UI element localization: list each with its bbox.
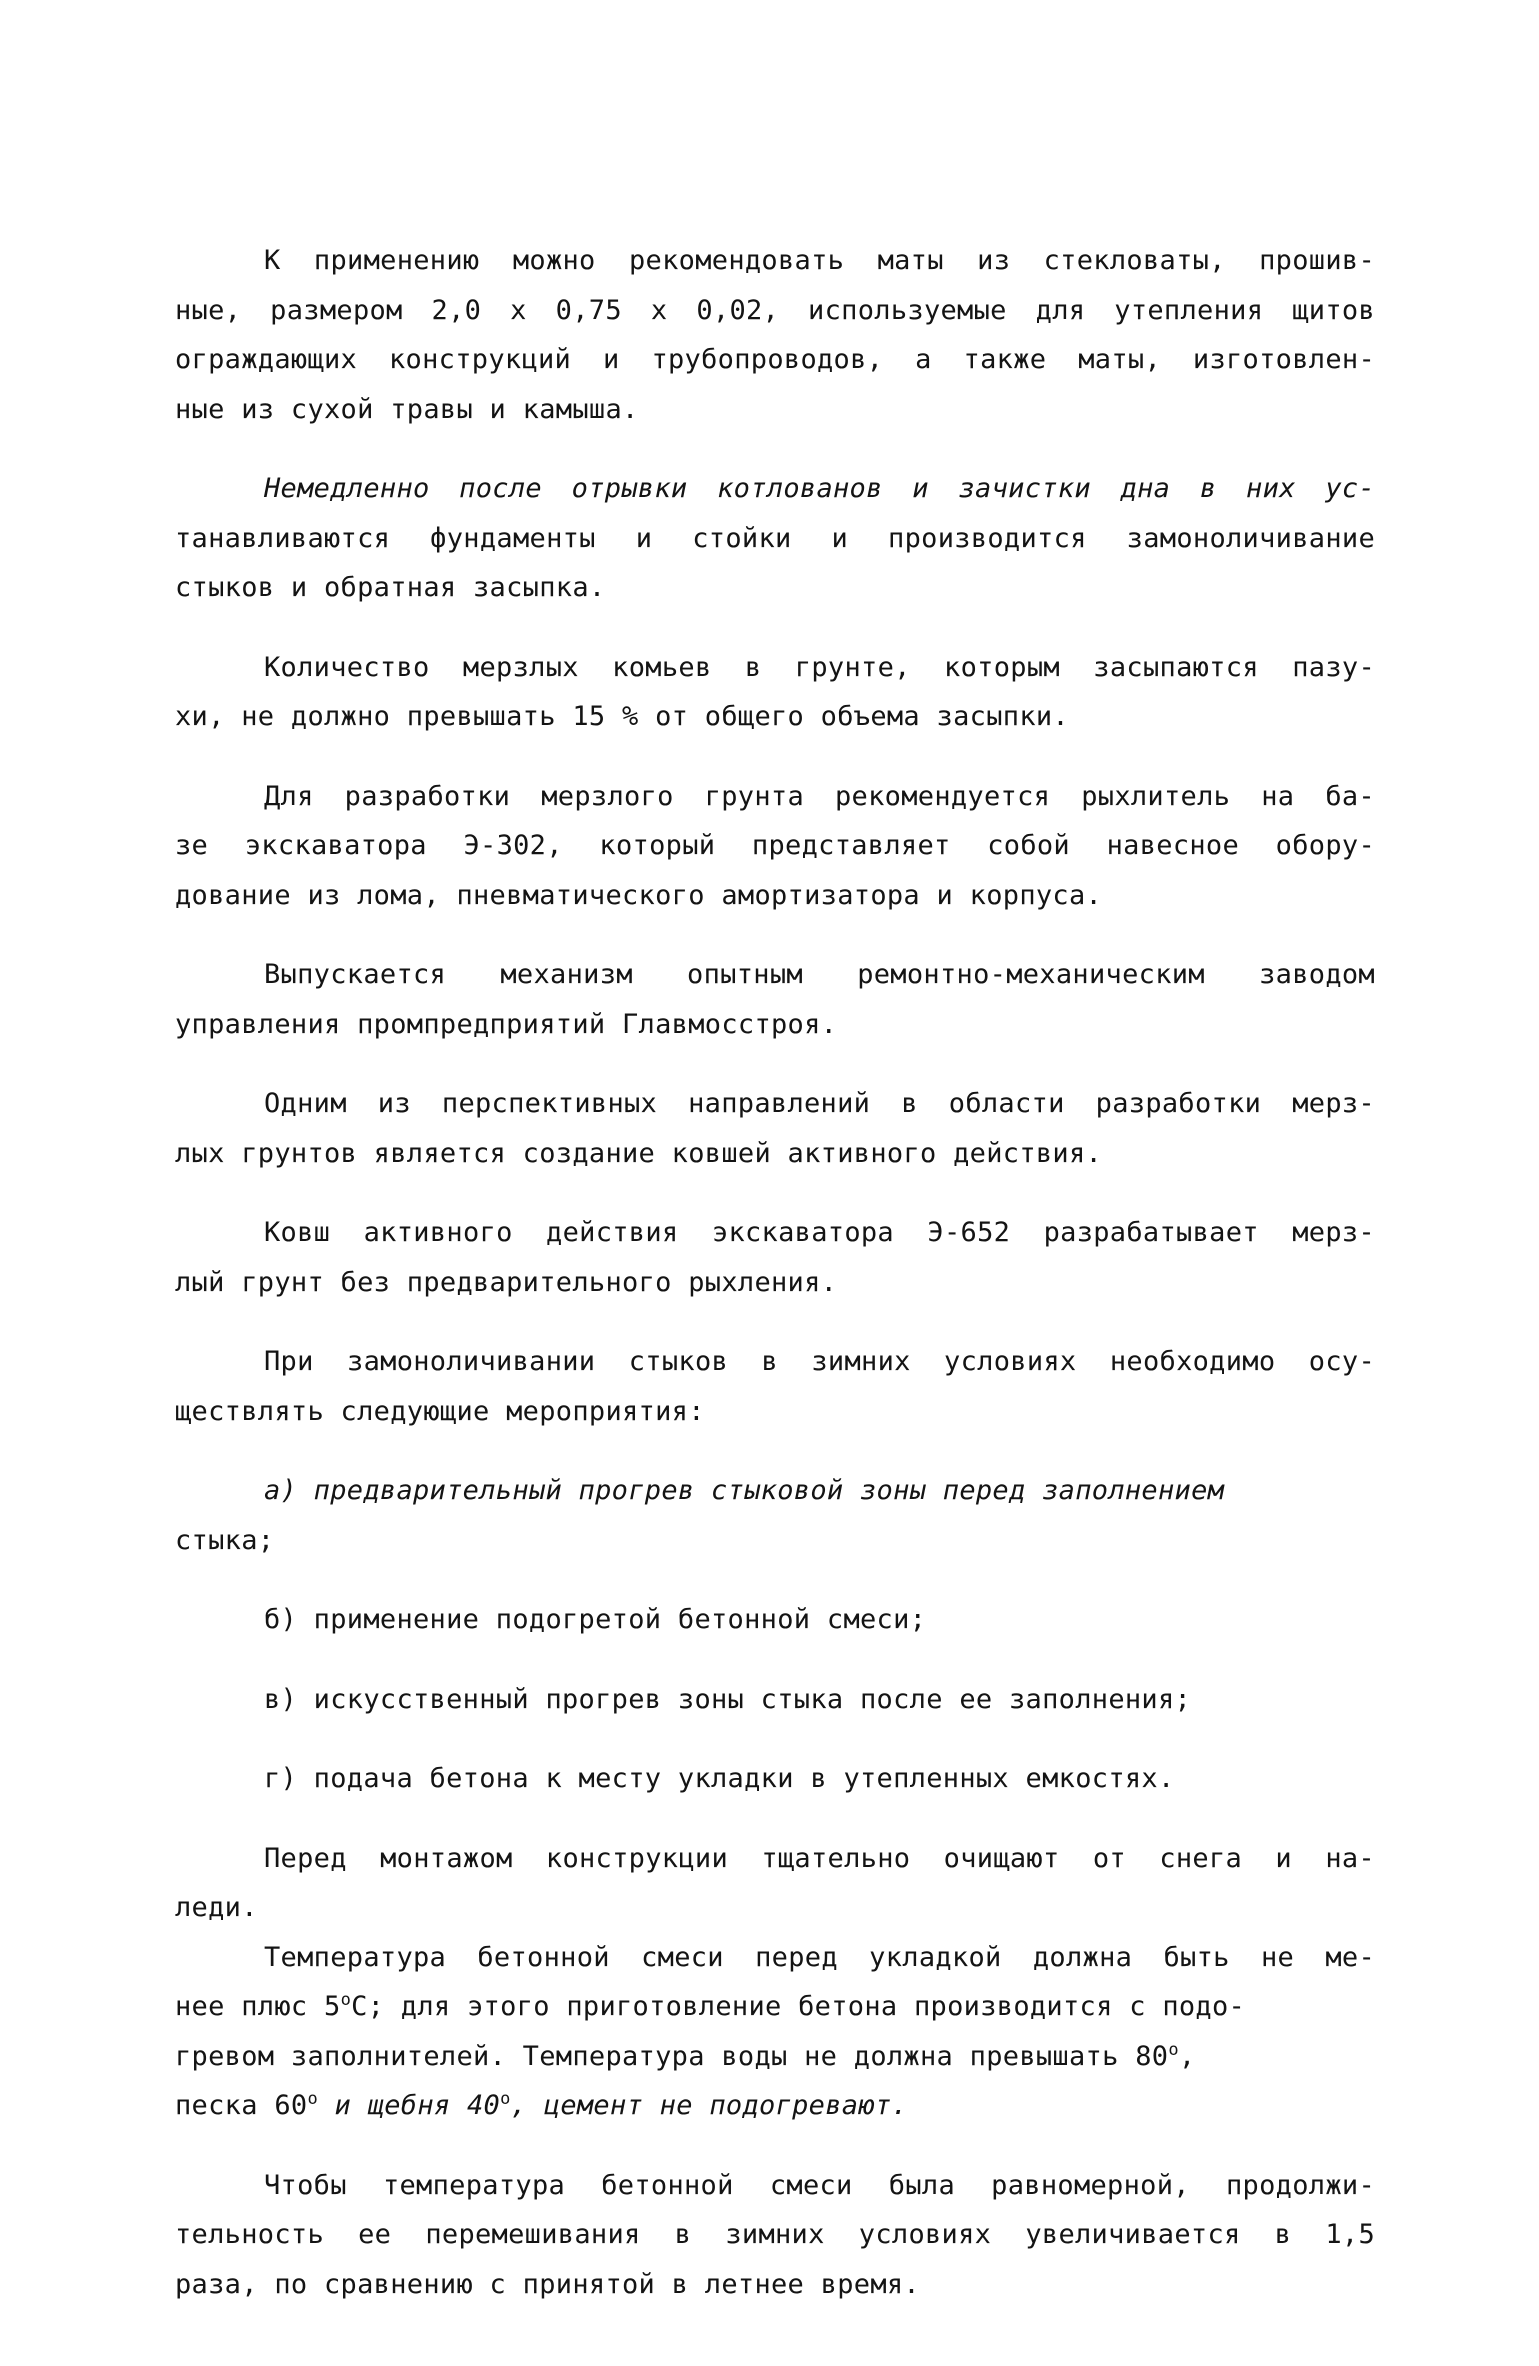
degree-mark: о	[307, 2089, 318, 2109]
text-line: Температура бетонной смеси перед укладкой должна быть не ме-	[264, 1941, 1375, 1973]
text-line: Выпускается механизм опытным ремонтно-механическим заводом	[264, 959, 1375, 990]
text-line	[175, 1466, 1375, 1516]
text-line: лый грунт без предварительного рыхления.	[175, 1266, 838, 1298]
text-line: раза, по сравнению с принятой в летнее время.	[175, 2268, 920, 2300]
degree-mark: о	[500, 2089, 511, 2109]
italic-text: , цемент не подогревают.	[510, 2090, 908, 2121]
text-segment: С; для этого приготовление бетона производится с подо-	[351, 1991, 1246, 2022]
text-line	[175, 2081, 1375, 2131]
paragraph	[175, 950, 1375, 1049]
paragraph	[175, 2161, 1375, 2310]
text-line: леди.	[175, 1892, 258, 1923]
list-item	[175, 1754, 1375, 1804]
text-segment: гревом заполнителей. Температура воды не должна превышать 80	[175, 2040, 1169, 2072]
text-line: г) подача бетона к месту укладки в утепленных емкостях.	[264, 1763, 1175, 1794]
paragraph	[175, 1933, 1375, 2131]
text-line: дование из ломa, пневматического амортизатора и корпуса.	[175, 879, 1103, 911]
paragraph	[175, 464, 1375, 613]
text-line: Ковш активного действия экскаватора Э-652 разрабатывает мерз-	[264, 1217, 1375, 1248]
text-line: хи, не должно превышать 15 % от общего объема засыпки.	[175, 701, 1069, 732]
text-line: Чтобы температура бетонной смеси была равномерной, продолжи-	[264, 2169, 1375, 2201]
text-line: стыка;	[175, 1524, 275, 1556]
text-line	[175, 2032, 1375, 2082]
document-body	[175, 236, 1375, 2309]
text-line	[175, 1982, 1375, 2032]
list-item	[175, 1466, 1375, 1565]
text-line: тельность ее перемешивания в зимних условиях увеличивается в 1,5	[175, 2219, 1375, 2250]
text-line: танавливаются фундаменты и стойки и производится замоноличивание	[175, 522, 1375, 554]
paragraph	[175, 236, 1375, 434]
text-line: лых грунтов является создание ковшей активного действия.	[175, 1137, 1103, 1169]
text-segment: нее плюс 5	[175, 1991, 341, 2022]
text-line: Количество мерзлых комьев в грунте, которым засыпаются пазу-	[264, 651, 1375, 683]
italic-text: а) предварительный прогрев стыковой зоны перед заполнением	[264, 1475, 1225, 1506]
italic-text: Немедленно после отрывки котлованов и зачистки дна в них ус-	[264, 473, 1375, 504]
text-line: стыков и обратная засыпка.	[175, 572, 606, 603]
text-line: Одним из перспективных направлений в области разработки мерз-	[264, 1088, 1375, 1119]
text-segment: песка 60	[175, 2090, 308, 2121]
text-line: При замоноличивании стыков в зимних условиях необходимо осу-	[264, 1346, 1375, 1377]
text-line: ществлять следующие мероприятия:	[175, 1395, 705, 1427]
text-line: К применению можно рекомендовать маты из стекловаты, прошив-	[264, 245, 1375, 276]
text-line: в) искусственный прогрев зоны стыка после ее заполнения;	[264, 1683, 1192, 1715]
text-line: зе экскаватора Э-302, который представляет собой навесное обору-	[175, 830, 1375, 861]
italic-text: и щебня 40	[318, 2090, 501, 2121]
text-segment: ,	[1178, 2040, 1196, 2072]
text-line	[175, 464, 1375, 514]
paragraph	[175, 1834, 1375, 1933]
paragraph	[175, 1337, 1375, 1436]
text-line: б) применение подогретой бетонной смеси;	[264, 1604, 927, 1635]
paragraph	[175, 643, 1375, 742]
degree-mark: о	[1168, 2039, 1179, 2060]
degree-mark: о	[340, 1990, 352, 2010]
text-line: ограждающих конструкций и трубопроводов, а также маты, изготовлен-	[175, 344, 1375, 375]
list-item	[175, 1675, 1375, 1725]
text-line: управления промпредприятий Главмосстроя.	[175, 1008, 838, 1040]
list-item	[175, 1595, 1375, 1645]
text-line: Перед монтажом конструкции тщательно очищают от снега и на-	[264, 1842, 1375, 1874]
paragraph	[175, 1079, 1375, 1178]
text-line: ные из сухой травы и камыша.	[175, 393, 639, 425]
paragraph	[175, 772, 1375, 921]
paragraph	[175, 1208, 1375, 1307]
text-line: Для разработки мерзлого грунта рекомендуется рыхлитель на ба-	[264, 780, 1375, 812]
text-line: ные, размером 2,0 х 0,75 х 0,02, используемые для утепления щитов	[175, 294, 1375, 326]
